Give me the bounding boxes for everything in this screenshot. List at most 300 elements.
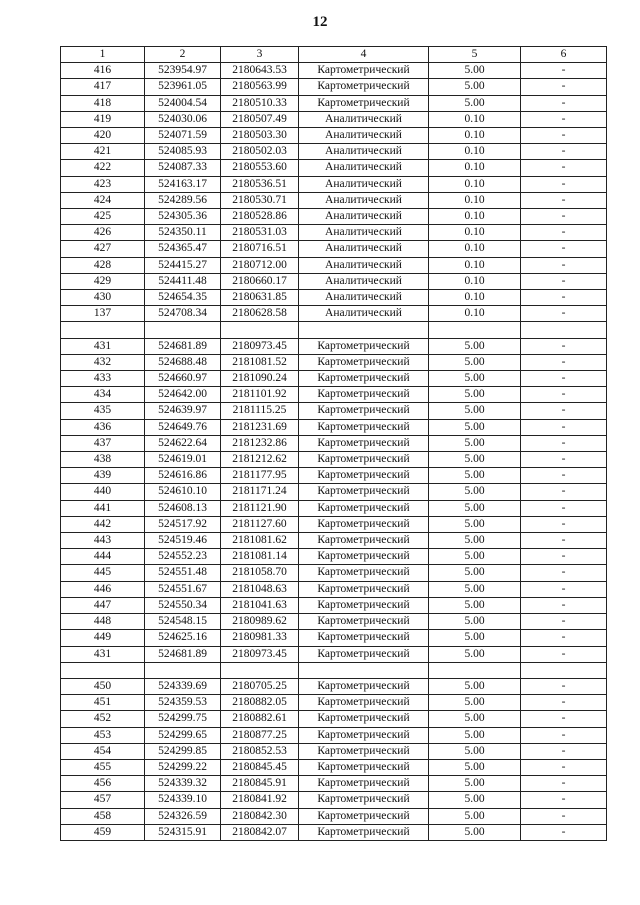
note-cell: -: [521, 484, 607, 500]
note-cell: -: [521, 727, 607, 743]
y-coordinate-cell: 2181081.52: [221, 354, 299, 370]
note-cell: -: [521, 824, 607, 840]
point-number-cell: 459: [61, 824, 145, 840]
method-cell: Аналитический: [299, 257, 429, 273]
point-number-cell: 433: [61, 371, 145, 387]
note-cell: -: [521, 759, 607, 775]
x-coordinate-cell: 524681.89: [145, 646, 221, 662]
table-row: [61, 597, 607, 613]
x-coordinate-cell: 524519.46: [145, 533, 221, 549]
y-coordinate-cell: 2180852.53: [221, 743, 299, 759]
note-cell: -: [521, 597, 607, 613]
point-number-cell: 441: [61, 500, 145, 516]
x-coordinate-cell: 524299.22: [145, 759, 221, 775]
column-header: 3: [221, 47, 299, 63]
coordinates-table: [60, 46, 607, 841]
x-coordinate-cell: 524411.48: [145, 273, 221, 289]
page-number: 12: [312, 14, 328, 30]
x-coordinate-cell: 524315.91: [145, 824, 221, 840]
point-number-cell: 421: [61, 144, 145, 160]
method-cell: Аналитический: [299, 209, 429, 225]
accuracy-cell: 5.00: [429, 759, 521, 775]
x-coordinate-cell: 524163.17: [145, 176, 221, 192]
method-cell: Картометрический: [299, 743, 429, 759]
y-coordinate-cell: [221, 662, 299, 678]
y-coordinate-cell: 2180531.03: [221, 225, 299, 241]
y-coordinate-cell: 2180845.45: [221, 759, 299, 775]
accuracy-cell: 5.00: [429, 387, 521, 403]
accuracy-cell: 5.00: [429, 792, 521, 808]
note-cell: -: [521, 160, 607, 176]
table-row: [61, 468, 607, 484]
accuracy-cell: [429, 662, 521, 678]
x-coordinate-cell: 524087.33: [145, 160, 221, 176]
y-coordinate-cell: 2180528.86: [221, 209, 299, 225]
method-cell: Картометрический: [299, 792, 429, 808]
table-row: [61, 273, 607, 289]
table-row: [61, 209, 607, 225]
y-coordinate-cell: 2180973.45: [221, 646, 299, 662]
point-number-cell: 430: [61, 290, 145, 306]
x-coordinate-cell: 524639.97: [145, 403, 221, 419]
point-number-cell: 435: [61, 403, 145, 419]
method-cell: Картометрический: [299, 549, 429, 565]
method-cell: Картометрический: [299, 646, 429, 662]
accuracy-cell: 5.00: [429, 533, 521, 549]
note-cell: -: [521, 338, 607, 354]
note-cell: -: [521, 435, 607, 451]
x-coordinate-cell: 524350.11: [145, 225, 221, 241]
column-header: 1: [61, 47, 145, 63]
accuracy-cell: 5.00: [429, 500, 521, 516]
method-cell: Картометрический: [299, 565, 429, 581]
note-cell: -: [521, 403, 607, 419]
point-number-cell: 438: [61, 452, 145, 468]
table-body: [61, 63, 607, 841]
note-cell: -: [521, 371, 607, 387]
y-coordinate-cell: 2180845.91: [221, 776, 299, 792]
point-number-cell: 434: [61, 387, 145, 403]
accuracy-cell: 0.10: [429, 209, 521, 225]
table-row: [61, 743, 607, 759]
accuracy-cell: 5.00: [429, 338, 521, 354]
x-coordinate-cell: 524551.67: [145, 581, 221, 597]
accuracy-cell: 0.10: [429, 111, 521, 127]
table-row: [61, 403, 607, 419]
x-coordinate-cell: 524030.06: [145, 111, 221, 127]
x-coordinate-cell: 524616.86: [145, 468, 221, 484]
table-row: [61, 128, 607, 144]
y-coordinate-cell: 2180882.05: [221, 695, 299, 711]
accuracy-cell: 5.00: [429, 581, 521, 597]
y-coordinate-cell: 2180643.53: [221, 63, 299, 79]
accuracy-cell: 5.00: [429, 695, 521, 711]
accuracy-cell: 5.00: [429, 354, 521, 370]
method-cell: Картометрический: [299, 776, 429, 792]
method-cell: Картометрический: [299, 95, 429, 111]
table-row: [61, 824, 607, 840]
method-cell: Картометрический: [299, 500, 429, 516]
table-row: [61, 435, 607, 451]
accuracy-cell: 5.00: [429, 484, 521, 500]
column-header: 4: [299, 47, 429, 63]
accuracy-cell: 5.00: [429, 549, 521, 565]
method-cell: Аналитический: [299, 225, 429, 241]
point-number-cell: 419: [61, 111, 145, 127]
method-cell: [299, 322, 429, 338]
note-cell: -: [521, 290, 607, 306]
method-cell: Аналитический: [299, 144, 429, 160]
note-cell: -: [521, 630, 607, 646]
point-number-cell: 416: [61, 63, 145, 79]
x-coordinate-cell: 524339.69: [145, 678, 221, 694]
table-row: [61, 646, 607, 662]
table-row: [61, 678, 607, 694]
column-header: 5: [429, 47, 521, 63]
y-coordinate-cell: 2180882.61: [221, 711, 299, 727]
point-number-cell: 428: [61, 257, 145, 273]
method-cell: Картометрический: [299, 678, 429, 694]
x-coordinate-cell: 524548.15: [145, 614, 221, 630]
y-coordinate-cell: 2181177.95: [221, 468, 299, 484]
x-coordinate-cell: 524654.35: [145, 290, 221, 306]
note-cell: -: [521, 468, 607, 484]
point-number-cell: 429: [61, 273, 145, 289]
point-number-cell: 425: [61, 209, 145, 225]
x-coordinate-cell: 524550.34: [145, 597, 221, 613]
note-cell: -: [521, 144, 607, 160]
note-cell: -: [521, 354, 607, 370]
x-coordinate-cell: 524085.93: [145, 144, 221, 160]
method-cell: Картометрический: [299, 435, 429, 451]
note-cell: -: [521, 808, 607, 824]
y-coordinate-cell: 2181081.14: [221, 549, 299, 565]
note-cell: -: [521, 533, 607, 549]
accuracy-cell: 5.00: [429, 614, 521, 630]
x-coordinate-cell: 524339.10: [145, 792, 221, 808]
point-number-cell: 432: [61, 354, 145, 370]
note-cell: -: [521, 273, 607, 289]
method-cell: Картометрический: [299, 727, 429, 743]
point-number-cell: 451: [61, 695, 145, 711]
y-coordinate-cell: 2180712.00: [221, 257, 299, 273]
table-row: [61, 338, 607, 354]
note-cell: -: [521, 565, 607, 581]
table-row: [61, 257, 607, 273]
y-coordinate-cell: 2181212.62: [221, 452, 299, 468]
table-row: [61, 387, 607, 403]
method-cell: Картометрический: [299, 516, 429, 532]
table-row: [61, 290, 607, 306]
x-coordinate-cell: 524299.85: [145, 743, 221, 759]
x-coordinate-cell: 524517.92: [145, 516, 221, 532]
y-coordinate-cell: 2180877.25: [221, 727, 299, 743]
y-coordinate-cell: 2180563.99: [221, 79, 299, 95]
y-coordinate-cell: 2180631.85: [221, 290, 299, 306]
table-row: [61, 776, 607, 792]
table-row: [61, 727, 607, 743]
note-cell: -: [521, 257, 607, 273]
note-cell: [521, 322, 607, 338]
note-cell: -: [521, 209, 607, 225]
note-cell: -: [521, 695, 607, 711]
y-coordinate-cell: 2180660.17: [221, 273, 299, 289]
method-cell: Картометрический: [299, 354, 429, 370]
point-number-cell: 424: [61, 192, 145, 208]
point-number-cell: 446: [61, 581, 145, 597]
y-coordinate-cell: 2180507.49: [221, 111, 299, 127]
point-number-cell: 450: [61, 678, 145, 694]
point-number-cell: 420: [61, 128, 145, 144]
table-row: [61, 160, 607, 176]
point-number-cell: 456: [61, 776, 145, 792]
accuracy-cell: 5.00: [429, 630, 521, 646]
table-row: [61, 695, 607, 711]
accuracy-cell: 0.10: [429, 160, 521, 176]
point-number-cell: [61, 322, 145, 338]
x-coordinate-cell: 524359.53: [145, 695, 221, 711]
note-cell: -: [521, 306, 607, 322]
x-coordinate-cell: 524610.10: [145, 484, 221, 500]
accuracy-cell: 0.10: [429, 225, 521, 241]
y-coordinate-cell: 2181232.86: [221, 435, 299, 451]
x-coordinate-cell: 523954.97: [145, 63, 221, 79]
point-number-cell: 444: [61, 549, 145, 565]
point-number-cell: 137: [61, 306, 145, 322]
method-cell: Картометрический: [299, 79, 429, 95]
point-number-cell: 427: [61, 241, 145, 257]
point-number-cell: 443: [61, 533, 145, 549]
point-number-cell: 418: [61, 95, 145, 111]
accuracy-cell: 5.00: [429, 711, 521, 727]
table-row: [61, 452, 607, 468]
x-coordinate-cell: 524299.65: [145, 727, 221, 743]
point-number-cell: 422: [61, 160, 145, 176]
y-coordinate-cell: 2180536.51: [221, 176, 299, 192]
y-coordinate-cell: 2180841.92: [221, 792, 299, 808]
note-cell: -: [521, 792, 607, 808]
method-cell: Картометрический: [299, 387, 429, 403]
point-number-cell: 437: [61, 435, 145, 451]
accuracy-cell: [429, 322, 521, 338]
note-cell: -: [521, 614, 607, 630]
note-cell: -: [521, 516, 607, 532]
y-coordinate-cell: 2181171.24: [221, 484, 299, 500]
table-row: [61, 500, 607, 516]
accuracy-cell: 0.10: [429, 128, 521, 144]
method-cell: Картометрический: [299, 419, 429, 435]
column-header: 6: [521, 47, 607, 63]
note-cell: -: [521, 387, 607, 403]
table-row: [61, 630, 607, 646]
table-row: [61, 419, 607, 435]
table-row: [61, 484, 607, 500]
accuracy-cell: 5.00: [429, 743, 521, 759]
x-coordinate-cell: 524649.76: [145, 419, 221, 435]
note-cell: -: [521, 128, 607, 144]
x-coordinate-cell: 524339.32: [145, 776, 221, 792]
accuracy-cell: 5.00: [429, 403, 521, 419]
x-coordinate-cell: 523961.05: [145, 79, 221, 95]
y-coordinate-cell: 2180842.07: [221, 824, 299, 840]
point-number-cell: 457: [61, 792, 145, 808]
note-cell: -: [521, 95, 607, 111]
table-row: [61, 176, 607, 192]
y-coordinate-cell: 2181048.63: [221, 581, 299, 597]
accuracy-cell: 5.00: [429, 565, 521, 581]
note-cell: -: [521, 241, 607, 257]
method-cell: Картометрический: [299, 338, 429, 354]
x-coordinate-cell: 524552.23: [145, 549, 221, 565]
point-number-cell: 455: [61, 759, 145, 775]
table-row: [61, 662, 607, 678]
point-number-cell: 426: [61, 225, 145, 241]
y-coordinate-cell: 2181101.92: [221, 387, 299, 403]
point-number-cell: 436: [61, 419, 145, 435]
y-coordinate-cell: 2180989.62: [221, 614, 299, 630]
accuracy-cell: 0.10: [429, 176, 521, 192]
point-number-cell: 447: [61, 597, 145, 613]
point-number-cell: [61, 662, 145, 678]
x-coordinate-cell: 524305.36: [145, 209, 221, 225]
table-row: [61, 79, 607, 95]
y-coordinate-cell: 2180530.71: [221, 192, 299, 208]
method-cell: Картометрический: [299, 468, 429, 484]
method-cell: Аналитический: [299, 192, 429, 208]
table-row: [61, 614, 607, 630]
table-row: [61, 759, 607, 775]
note-cell: -: [521, 452, 607, 468]
y-coordinate-cell: 2180510.33: [221, 95, 299, 111]
y-coordinate-cell: 2180981.33: [221, 630, 299, 646]
method-cell: Аналитический: [299, 111, 429, 127]
point-number-cell: 453: [61, 727, 145, 743]
method-cell: Картометрический: [299, 759, 429, 775]
method-cell: Аналитический: [299, 128, 429, 144]
y-coordinate-cell: 2181121.90: [221, 500, 299, 516]
table-row: [61, 533, 607, 549]
x-coordinate-cell: 524004.54: [145, 95, 221, 111]
note-cell: -: [521, 711, 607, 727]
table-row: [61, 95, 607, 111]
table-row: [61, 371, 607, 387]
accuracy-cell: 5.00: [429, 776, 521, 792]
note-cell: -: [521, 500, 607, 516]
y-coordinate-cell: 2181231.69: [221, 419, 299, 435]
point-number-cell: 431: [61, 338, 145, 354]
table-row: [61, 144, 607, 160]
point-number-cell: 445: [61, 565, 145, 581]
accuracy-cell: 0.10: [429, 144, 521, 160]
y-coordinate-cell: 2181090.24: [221, 371, 299, 387]
point-number-cell: 442: [61, 516, 145, 532]
x-coordinate-cell: 524551.48: [145, 565, 221, 581]
x-coordinate-cell: 524681.89: [145, 338, 221, 354]
point-number-cell: 423: [61, 176, 145, 192]
accuracy-cell: 5.00: [429, 646, 521, 662]
table-row: [61, 322, 607, 338]
accuracy-cell: 0.10: [429, 273, 521, 289]
x-coordinate-cell: 524365.47: [145, 241, 221, 257]
x-coordinate-cell: 524415.27: [145, 257, 221, 273]
table-row: [61, 63, 607, 79]
method-cell: Картометрический: [299, 614, 429, 630]
note-cell: -: [521, 192, 607, 208]
y-coordinate-cell: 2180503.30: [221, 128, 299, 144]
method-cell: [299, 662, 429, 678]
y-coordinate-cell: 2181127.60: [221, 516, 299, 532]
table-row: [61, 192, 607, 208]
x-coordinate-cell: [145, 322, 221, 338]
point-number-cell: 449: [61, 630, 145, 646]
x-coordinate-cell: [145, 662, 221, 678]
accuracy-cell: 5.00: [429, 63, 521, 79]
method-cell: Картометрический: [299, 824, 429, 840]
x-coordinate-cell: 524708.34: [145, 306, 221, 322]
table-row: [61, 225, 607, 241]
accuracy-cell: 0.10: [429, 306, 521, 322]
table-row: [61, 516, 607, 532]
table-row: [61, 792, 607, 808]
method-cell: Картометрический: [299, 695, 429, 711]
table-row: [61, 711, 607, 727]
accuracy-cell: 0.10: [429, 290, 521, 306]
method-cell: Аналитический: [299, 290, 429, 306]
method-cell: Аналитический: [299, 176, 429, 192]
x-coordinate-cell: 524688.48: [145, 354, 221, 370]
method-cell: Картометрический: [299, 808, 429, 824]
table-row: [61, 354, 607, 370]
method-cell: Картометрический: [299, 581, 429, 597]
method-cell: Картометрический: [299, 597, 429, 613]
x-coordinate-cell: 524660.97: [145, 371, 221, 387]
y-coordinate-cell: 2181115.25: [221, 403, 299, 419]
method-cell: Картометрический: [299, 630, 429, 646]
y-coordinate-cell: [221, 322, 299, 338]
point-number-cell: 458: [61, 808, 145, 824]
accuracy-cell: 5.00: [429, 419, 521, 435]
accuracy-cell: 5.00: [429, 727, 521, 743]
point-number-cell: 440: [61, 484, 145, 500]
method-cell: Картометрический: [299, 403, 429, 419]
note-cell: -: [521, 225, 607, 241]
note-cell: [521, 662, 607, 678]
note-cell: -: [521, 79, 607, 95]
method-cell: Картометрический: [299, 371, 429, 387]
note-cell: -: [521, 176, 607, 192]
y-coordinate-cell: 2181058.70: [221, 565, 299, 581]
accuracy-cell: 5.00: [429, 435, 521, 451]
x-coordinate-cell: 524619.01: [145, 452, 221, 468]
table-row: [61, 111, 607, 127]
y-coordinate-cell: 2181041.63: [221, 597, 299, 613]
note-cell: -: [521, 419, 607, 435]
x-coordinate-cell: 524289.56: [145, 192, 221, 208]
x-coordinate-cell: 524625.16: [145, 630, 221, 646]
point-number-cell: 452: [61, 711, 145, 727]
x-coordinate-cell: 524299.75: [145, 711, 221, 727]
table-row: [61, 565, 607, 581]
point-number-cell: 431: [61, 646, 145, 662]
x-coordinate-cell: 524622.64: [145, 435, 221, 451]
table-row: [61, 808, 607, 824]
accuracy-cell: 5.00: [429, 597, 521, 613]
note-cell: -: [521, 776, 607, 792]
x-coordinate-cell: 524608.13: [145, 500, 221, 516]
accuracy-cell: 5.00: [429, 516, 521, 532]
x-coordinate-cell: 524071.59: [145, 128, 221, 144]
accuracy-cell: 5.00: [429, 468, 521, 484]
